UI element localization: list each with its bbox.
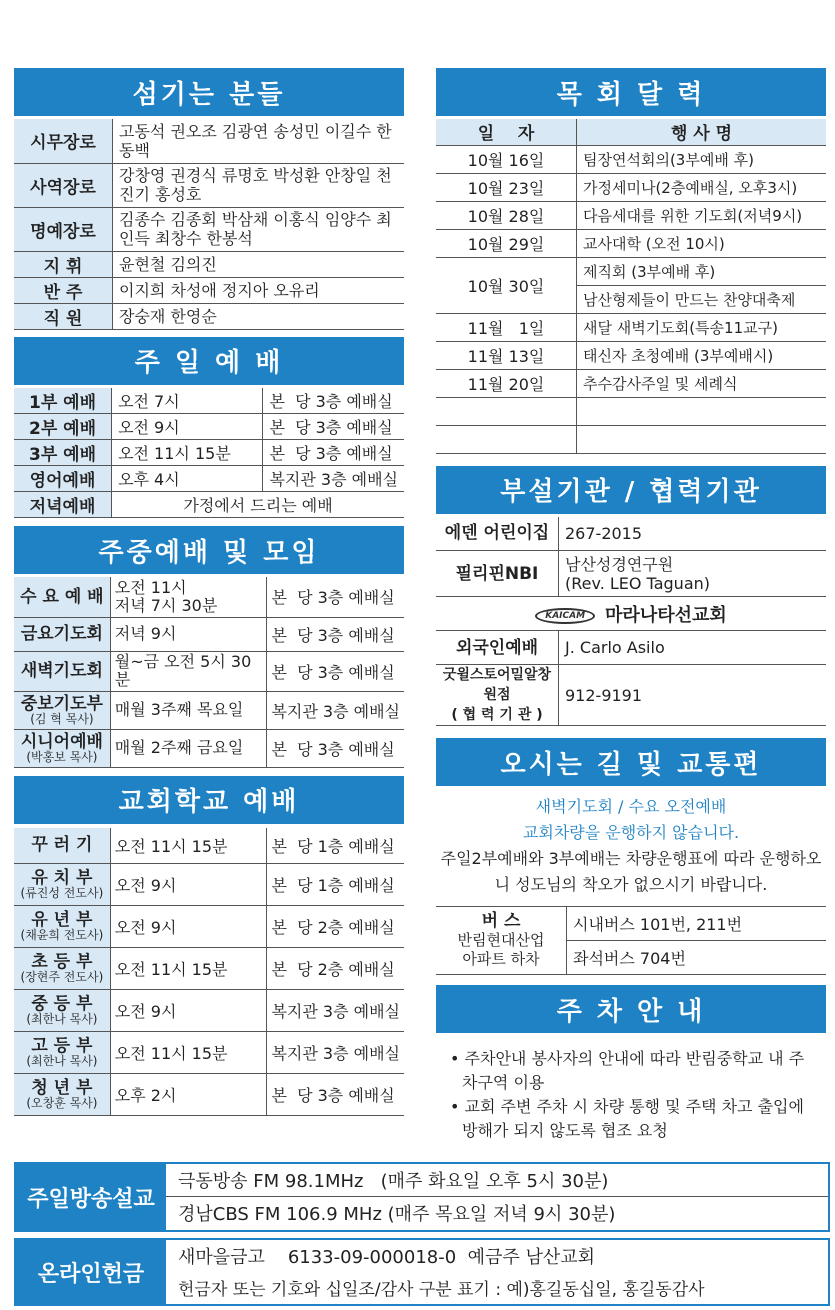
sunday-label: 3부 예배: [14, 440, 112, 466]
school-label: 유 년 부: [31, 910, 93, 930]
calendar-event-header: 행 사 명: [577, 119, 827, 145]
elders-label: 사역장로: [14, 163, 113, 207]
school-time: 오전 9시: [110, 990, 267, 1032]
broadcast-label: 주일방송설교: [16, 1164, 166, 1230]
calendar-date: [436, 425, 577, 453]
directions-title: 오시는 길 및 교통편: [436, 738, 826, 786]
calendar-row: [436, 425, 826, 453]
calendar-event: 남산형제들이 만드는 찬양대축제: [577, 285, 827, 313]
affiliate-value: 912-9191: [559, 665, 827, 726]
weekday-label-cell: [14, 729, 110, 767]
affiliate-name: 필리핀NBI: [436, 551, 559, 597]
sunday-label: 2부 예배: [14, 414, 112, 440]
elders-row: [14, 119, 404, 163]
offering-lines: [166, 1240, 828, 1304]
elders-names: 고동석 권오조 김광연 송성민 이길수 한동백: [113, 119, 405, 163]
sunday-time: 오전 9시: [112, 414, 263, 440]
weekday-title: 주중예배 및 모임: [14, 526, 404, 574]
calendar-row: [436, 173, 826, 201]
affiliate-value: 267-2015: [559, 517, 827, 551]
kaicam-row: [436, 597, 826, 631]
broadcast-box: [14, 1162, 830, 1232]
school-label-cell: [14, 1074, 110, 1116]
sunday-place: 복지관 3층 예배실: [263, 466, 404, 492]
school-place: 본 당 1층 예배실: [267, 864, 404, 906]
elders-label: 시무장로: [14, 119, 113, 163]
school-place: 복지관 3층 예배실: [267, 990, 404, 1032]
parking-item-text: 교회 주변 주차 시 차량 통행 및 주택 차고 출입에 방해가 되지 않도록 협조 요청: [462, 1097, 804, 1140]
calendar-event: 제직회 (3부예배 후): [577, 257, 827, 285]
school-leader: (장현주 전도사): [20, 970, 104, 984]
weekday-row: [14, 691, 404, 729]
kaicam-name: 마라나타선교회: [605, 604, 727, 626]
school-place: 본 당 2층 예배실: [267, 906, 404, 948]
school-time: 오후 2시: [110, 1074, 267, 1116]
school-label-cell: [14, 990, 110, 1032]
calendar-row: [436, 201, 826, 229]
elders-table: [14, 119, 404, 330]
calendar-date-header: 일 자: [436, 119, 577, 145]
elders-label: 반 주: [14, 277, 113, 303]
affiliate-value: 남산성경연구원 (Rev. LEO Taguan): [559, 551, 827, 597]
elders-row: [14, 163, 404, 207]
calendar-event: 다음세대를 위한 기도회(저녁9시): [577, 201, 827, 229]
weekday-leader: (김 혁 목사): [30, 711, 94, 726]
calendar-date: 11월 1일: [436, 313, 577, 341]
calendar-row: [436, 313, 826, 341]
bus-table: [436, 906, 826, 975]
weekday-place: 본 당 3층 예배실: [267, 651, 404, 691]
sunday-evening-row: [14, 492, 404, 518]
weekday-place: 복지관 3층 예배실: [267, 691, 404, 729]
sunday-time: 오전 7시: [112, 388, 263, 414]
sunday-row: [14, 466, 404, 492]
school-label: 중 등 부: [31, 994, 93, 1014]
school-table: [14, 828, 404, 1117]
kaicam-logo: KAICAM: [535, 608, 595, 624]
school-row: [14, 990, 404, 1032]
left-column: [14, 68, 404, 1116]
school-place: 본 당 3층 예배실: [267, 1074, 404, 1116]
weekday-time: 오전 11시 저녁 7시 30분: [110, 577, 267, 617]
school-title: 교회학교 예배: [14, 776, 404, 824]
elders-names: 윤현철 김의진: [113, 251, 405, 277]
calendar-table: [436, 119, 826, 454]
school-time: 오전 11시 15분: [110, 948, 267, 990]
school-label: 유 치 부: [31, 868, 93, 888]
weekday-label: 수 요 예 배: [20, 586, 104, 607]
weekday-time: 매월 2주째 금요일: [110, 729, 267, 767]
elders-row: [14, 277, 404, 303]
sunday-row: [14, 440, 404, 466]
weekday-time: 월~금 오전 5시 30분: [110, 651, 267, 691]
weekday-row: [14, 577, 404, 617]
calendar-event: 팀장연석회의(3부예배 후): [577, 145, 827, 173]
school-label-cell: [14, 906, 110, 948]
school-time: 오전 11시 15분: [110, 1032, 267, 1074]
calendar-event: 새달 새벽기도회(특송11교구): [577, 313, 827, 341]
offering-line1: 새마을금고 6133-09-000018-0 예금주 남산교회: [178, 1247, 596, 1268]
sunday-place: 본 당 3층 예배실: [263, 414, 404, 440]
school-row: [14, 948, 404, 990]
weekday-time: 저녁 9시: [110, 617, 267, 651]
school-row: [14, 906, 404, 948]
affiliate-row: [436, 631, 826, 665]
elders-label: 명예장로: [14, 207, 113, 251]
offering-line2: 헌금자 또는 기호와 십일조/감사 구분 표기 : 예)홍길동십일, 홍길동감사: [178, 1280, 705, 1300]
calendar-date: 10월 29일: [436, 229, 577, 257]
elders-names: 강창영 권경식 류명호 박성환 안창일 천진기 홍성호: [113, 163, 405, 207]
calendar-event: 태신자 초청예배 (3부예배시): [577, 341, 827, 369]
school-time: 오전 9시: [110, 864, 267, 906]
broadcast-line2: 경남CBS FM 106.9 MHz (매주 목요일 저녁 9시 30분): [178, 1204, 616, 1225]
weekday-label: 중보기도부: [20, 693, 103, 714]
elders-row: [14, 303, 404, 329]
affiliate-row: [436, 551, 826, 597]
weekday-label-cell: [14, 617, 110, 651]
weekday-time: 매월 3주째 목요일: [110, 691, 267, 729]
calendar-date: 10월 23일: [436, 173, 577, 201]
affiliate-name: 외국인예배: [436, 631, 559, 665]
school-label-cell: [14, 948, 110, 990]
parking-list: [436, 1047, 826, 1143]
parking-item: • 교회 주변 주차 시 차량 통행 및 주택 차고 출입에 방해가 되지 않도록 협조 요청: [450, 1097, 804, 1140]
school-label-cell: [14, 1032, 110, 1074]
parking-item-text: 주차안내 봉사자의 안내에 따라 반림중학교 내 주차구역 이용: [462, 1049, 805, 1092]
calendar-row: [436, 369, 826, 397]
parking-item: • 주차안내 봉사자의 안내에 따라 반림중학교 내 주차구역 이용: [450, 1049, 805, 1092]
school-label: 꾸 러 기: [31, 835, 93, 856]
sunday-table: [14, 388, 404, 519]
broadcast-lines: [166, 1164, 828, 1230]
calendar-event: 교사대학 (오전 10시): [577, 229, 827, 257]
school-place: 본 당 1층 예배실: [267, 828, 404, 864]
sunday-row: [14, 414, 404, 440]
bus-label: 버 스: [481, 911, 521, 931]
sunday-evening-value: 가정에서 드리는 예배: [112, 492, 404, 518]
elders-row: [14, 207, 404, 251]
sunday-label: 1부 예배: [14, 388, 112, 414]
sunday-time: 오후 4시: [112, 466, 263, 492]
calendar-event: 가정세미나(2층예배실, 오후3시): [577, 173, 827, 201]
school-place: 본 당 2층 예배실: [267, 948, 404, 990]
school-leader: (류진성 전도사): [20, 886, 104, 900]
weekday-table: [14, 577, 404, 768]
affiliate-name: 굿윌스토어밀알창원점 ( 협 력 기 관 ): [436, 665, 559, 726]
school-row: [14, 1032, 404, 1074]
school-label: 청 년 부: [31, 1078, 93, 1098]
school-label: 초 등 부: [31, 952, 93, 972]
calendar-row: [436, 397, 826, 425]
calendar-row: [436, 145, 826, 173]
calendar-date: 10월 28일: [436, 201, 577, 229]
calendar-date: 11월 20일: [436, 369, 577, 397]
elders-names: 장숭재 한영순: [113, 303, 405, 329]
bus-line2: 좌석버스 704번: [567, 941, 827, 975]
sunday-row: [14, 388, 404, 414]
school-leader: (최한나 목사): [26, 1054, 98, 1068]
directions-text: 주일2부예배와 3부예배는 차량운행표에 따라 운행하오니 성도님의 착오가 없으시기 바랍니다.: [440, 849, 822, 894]
calendar-event: [577, 425, 827, 453]
calendar-row: [436, 229, 826, 257]
directions-notice-line1: 새벽기도회 / 수요 오전예배: [535, 797, 727, 816]
weekday-place: 본 당 3층 예배실: [267, 617, 404, 651]
offering-label: 온라인헌금: [16, 1240, 166, 1304]
kaicam-cell: [436, 597, 826, 631]
calendar-date: 10월 16일: [436, 145, 577, 173]
bus-line1: 시내버스 101번, 211번: [567, 907, 827, 941]
school-row: [14, 828, 404, 864]
sunday-place: 본 당 3층 예배실: [263, 440, 404, 466]
weekday-label-cell: [14, 651, 110, 691]
weekday-place: 본 당 3층 예배실: [267, 577, 404, 617]
school-label: 고 등 부: [31, 1036, 93, 1056]
parking-title: 주 차 안 내: [436, 985, 826, 1033]
school-leader: (최한나 목사): [26, 1012, 98, 1026]
school-row: [14, 1074, 404, 1116]
school-time: 오전 11시 15분: [110, 828, 267, 864]
affiliates-title: 부설기관 / 협력기관: [436, 466, 826, 514]
calendar-event: 추수감사주일 및 세례식: [577, 369, 827, 397]
school-label-cell: [14, 864, 110, 906]
weekday-leader: (박홍보 목사): [26, 749, 98, 764]
offering-box: [14, 1238, 830, 1306]
right-column: [436, 68, 826, 1143]
elders-row: [14, 251, 404, 277]
elders-names: 이지희 차성애 정지아 오유리: [113, 277, 405, 303]
weekday-label: 금요기도회: [20, 624, 103, 644]
elders-label: 직 원: [14, 303, 113, 329]
sunday-evening-label: 저녁예배: [14, 492, 112, 518]
weekday-label: 시니어예배: [20, 731, 103, 752]
calendar-event: [577, 397, 827, 425]
sunday-place: 본 당 3층 예배실: [263, 388, 404, 414]
directions-notice-line2: 교회차량을 운행하지 않습니다.: [522, 823, 740, 842]
weekday-place: 본 당 3층 예배실: [267, 729, 404, 767]
broadcast-line1: 극동방송 FM 98.1MHz (매주 화요일 오후 5시 30분): [166, 1164, 828, 1197]
school-place: 복지관 3층 예배실: [267, 1032, 404, 1074]
sunday-label: 영어예배: [14, 466, 112, 492]
elders-title: 섬기는 분들: [14, 68, 404, 116]
school-row: [14, 864, 404, 906]
calendar-date: 11월 13일: [436, 341, 577, 369]
calendar-title: 목 회 달 력: [436, 68, 826, 116]
elders-label: 지 휘: [14, 251, 113, 277]
calendar-date: [436, 397, 577, 425]
weekday-row: [14, 651, 404, 691]
bus-stop: 반림현대산업 아파트 하차: [457, 931, 545, 968]
affiliate-value: J. Carlo Asilo: [559, 631, 827, 665]
affiliate-row: [436, 517, 826, 551]
weekday-label-cell: [14, 691, 110, 729]
weekday-row: [14, 617, 404, 651]
school-label-cell: [14, 828, 110, 864]
weekday-row: [14, 729, 404, 767]
calendar-date: 10월 30일: [436, 257, 577, 313]
calendar-row: [436, 257, 826, 285]
school-leader: (채윤희 전도사): [20, 928, 104, 942]
school-leader: (오창훈 목사): [26, 1096, 98, 1110]
affiliate-name: 에덴 어린이집: [436, 517, 559, 551]
bus-label-cell: [436, 907, 567, 975]
calendar-row: [436, 341, 826, 369]
sunday-time: 오전 11시 15분: [112, 440, 263, 466]
directions-notice: [436, 794, 826, 846]
school-time: 오전 9시: [110, 906, 267, 948]
weekday-label-cell: [14, 577, 110, 617]
elders-names: 김종수 김종회 박삼채 이홍식 임양수 최인득 최창수 한봉석: [113, 207, 405, 251]
affiliates-table: [436, 517, 826, 727]
sunday-title: 주 일 예 배: [14, 337, 404, 385]
affiliate-row: [436, 665, 826, 726]
weekday-label: 새벽기도회: [20, 661, 103, 681]
